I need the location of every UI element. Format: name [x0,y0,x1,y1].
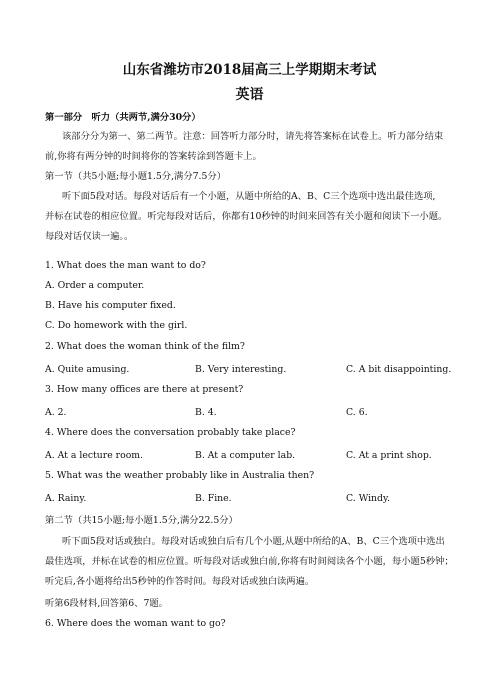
q5-option-c: C. Windy. [346,493,390,504]
question-6: 6. Where does the woman want to go? [45,618,226,629]
question-3: 3. How many offices are there at present? [45,384,244,395]
intro-line-1: 该部分分为第一、第二两节。注意：回答听力部分时，请先将答案标在试卷上。听力部分结束 [62,131,444,142]
q4-option-b: B. At a computer lab. [195,450,296,461]
material-6-heading: 听第6段材料,回答第6、7题。 [45,598,168,609]
section2-instruction-2: 最佳选项，并标在试卷的相应位置。听每段对话或独白前,你将有时间阅读各个小题，每小题5秒钟； [45,556,454,567]
q2-option-c: C. A bit disappointing. [346,364,452,375]
q4-option-a: A. At a lecture room. [45,450,144,461]
q2-option-a: A. Quite amusing. [45,364,130,375]
section1-instruction-2: 并标在试卷的相应位置。听完每段对话后，你都有10秒钟的时间来回答有关小题和阅读下一小题。 [45,211,448,222]
part1-heading: 第一部分 听力（共两节,满分30分） [45,112,201,123]
q4-option-c: C. At a print shop. [346,450,432,461]
q1-option-b: B. Have his computer fixed. [45,300,176,311]
section2-instruction-1: 听下面5段对话或独白。每段对话或独白后有几个小题,从题中所给的A、B、C三个选项中选出 [62,536,445,547]
question-2: 2. What does the woman think of the film? [45,341,245,352]
q1-option-c: C. Do homework with the girl. [45,320,188,331]
q1-option-a: A. Order a computer. [45,280,145,291]
intro-line-2: 前,你将有两分钟的时间将你的答案转涂到答题卡上。 [45,151,262,162]
question-1: 1. What does the man want to do? [45,260,206,271]
subject-title: 英语 [235,87,264,103]
q3-option-b: B. 4. [195,407,217,418]
q3-option-a: A. 2. [45,407,67,418]
q2-option-b: B. Very interesting. [195,364,287,375]
question-4: 4. Where does the conversation probably take place? [45,427,296,438]
section1-instruction-1: 听下面5段对话。每段对话后有一个小题，从题中所给的A、B、C三个选项中选出最佳选项, [62,191,436,202]
q3-option-c: C. 6. [346,407,368,418]
section1-instruction-3: 每段对话仅读一遍。。 [45,231,134,242]
exam-title: 山东省潍坊市2018届高三上学期期末考试 [122,62,377,78]
section2-heading: 第二节（共15小题;每小题1.5分,满分22.5分） [45,515,238,526]
question-5: 5. What was the weather probably like in Australia then? [45,470,315,481]
section2-instruction-3: 听完后,各小题将给出5秒钟的作答时间。每段对话或独白读两遍。 [45,576,315,587]
q5-option-a: A. Rainy. [45,493,87,504]
q5-option-b: B. Fine. [195,493,232,504]
section1-heading: 第一节（共5小题;每小题1.5分,满分7.5分） [45,171,227,182]
